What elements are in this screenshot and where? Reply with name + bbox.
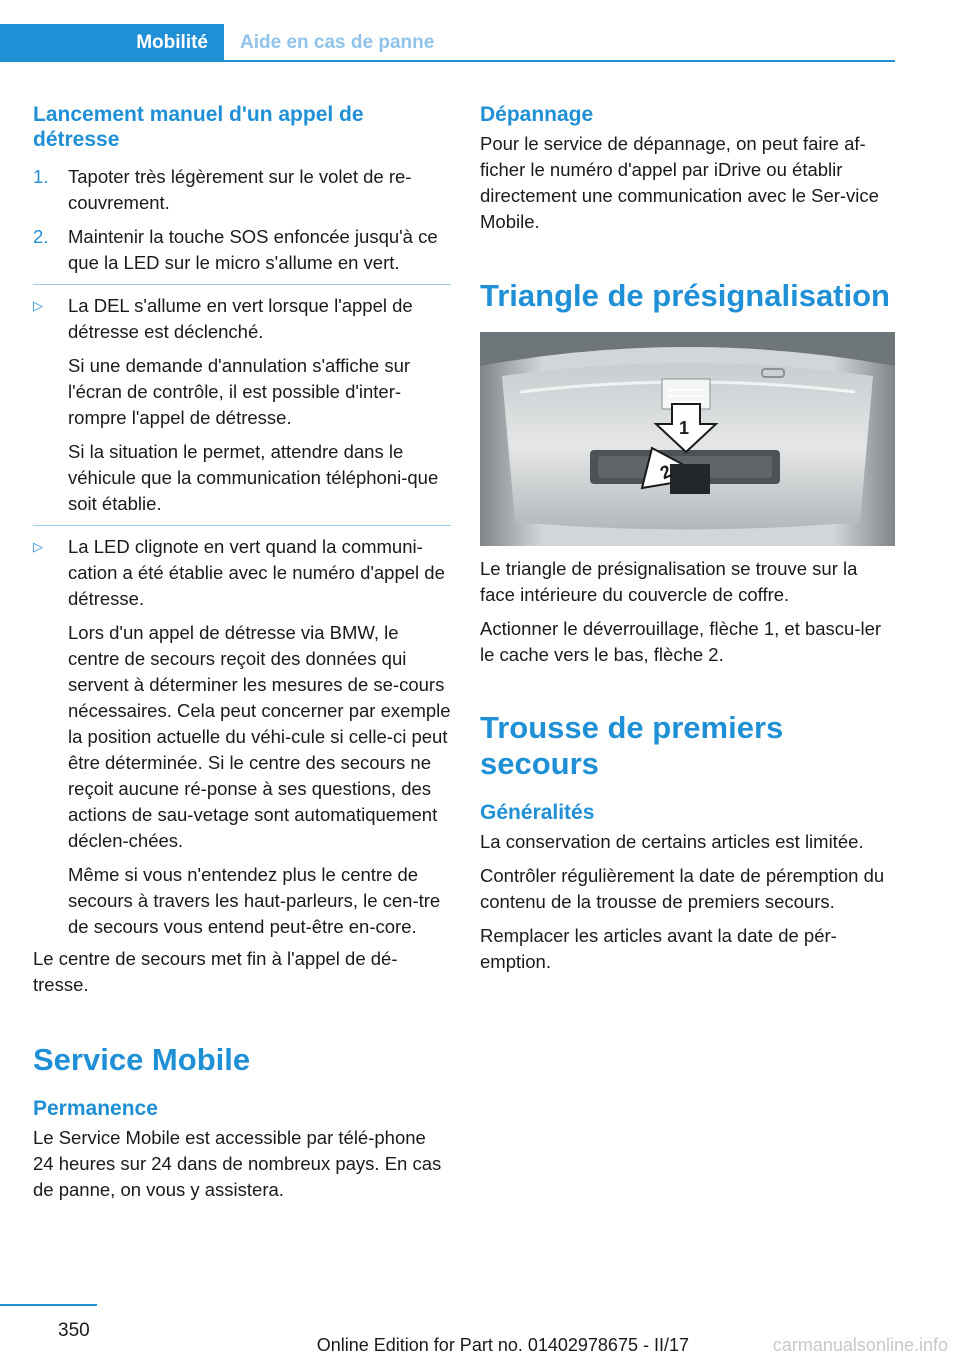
watermark: carmanualsonline.info <box>772 1335 948 1355</box>
left-column <box>33 102 451 1203</box>
header-tabbar <box>0 24 895 62</box>
first-aid-text-3: Remplacer les articles avant la date de pér-emption. <box>480 925 837 972</box>
header-divider <box>224 60 895 62</box>
triangle-heading: Triangle de présignalisation <box>480 278 890 313</box>
triangle-right-outline-icon: ▷ <box>33 298 43 313</box>
arrow-1-label: 1 <box>679 418 690 438</box>
trunk-lid-drawing <box>480 332 895 546</box>
result-paragraph: Même si vous n'entendez plus le centre de secours à travers les haut-parleurs, le cen-tre de secours vous entend peut-être en-core. <box>68 864 441 937</box>
tab-aide-en-cas-de-panne[interactable]: Aide en cas de panne <box>240 32 435 53</box>
steps-list <box>33 164 451 276</box>
result-divider <box>33 284 451 285</box>
result-line: La LED clignote en vert quand la communi-cation a été établie avec le numéro d'appel de détresse. <box>68 536 445 609</box>
step-number: 2. <box>33 226 49 247</box>
result-item <box>33 534 451 940</box>
result-line: La DEL s'allume en vert lorsque l'appel de détresse est déclenché. <box>68 295 413 342</box>
depannage-text: Pour le service de dépannage, on peut faire af-ficher le numéro d'appel par iDrive ou établir directement une communication avec le Ser-vice Mobile. <box>480 133 879 232</box>
manual-call-heading: Lancement manuel d'un appel de détresse <box>33 103 364 151</box>
permanence-heading: Permanence <box>33 1097 158 1120</box>
depannage-heading: Dépannage <box>480 103 594 126</box>
right-column <box>480 102 896 975</box>
arrow-2-label: 2 <box>657 460 675 484</box>
first-aid-text-1: La conservation de certains articles est limitée. <box>480 831 864 852</box>
first-aid-heading: Trousse de premiers secours <box>480 710 784 781</box>
service-mobile-heading: Service Mobile <box>33 1042 251 1077</box>
triangle-text-2: Actionner le déverrouillage, flèche 1, et bascu-ler le cache vers le bas, flèche 2. <box>480 618 882 665</box>
result-divider <box>33 525 451 526</box>
general-heading: Généralités <box>480 801 595 824</box>
triangle-right-outline-icon: ▷ <box>33 539 43 554</box>
step-item <box>33 164 451 216</box>
step-item <box>33 224 451 276</box>
closing-text: Le centre de secours met fin à l'appel de dé-tresse. <box>33 948 398 995</box>
edition-text: Online Edition for Part no. 01402978675 - II/17 <box>316 1335 689 1355</box>
result-paragraph: Lors d'un appel de détresse via BMW, le centre de secours reçoit des données qui servent à déterminer les mesures de se-cours nécessaires. Cela peut concerner par exemple la position actuelle du véhi-cule si celle-ci peut être déterminée. Si le centre des secours ne reçoit aucune ré-ponse à ses questions, des actions de sau-vetage sont automatiquement déclen-chées. <box>68 622 451 851</box>
page-number: 350 <box>58 1320 90 1341</box>
tab-mobilite[interactable]: Mobilité <box>0 24 224 62</box>
result-paragraph: Si la situation le permet, attendre dans le véhicule que la communication téléphoni-que soit établie. <box>68 441 439 514</box>
first-aid-text-2: Contrôler régulièrement la date de péremption du contenu de la trousse de premiers secours. <box>480 865 885 912</box>
trunk-lid-illustration <box>480 332 895 546</box>
triangle-text-1: Le triangle de présignalisation se trouve sur la face intérieure du couvercle de coffre. <box>480 558 858 605</box>
step-number: 1. <box>33 166 49 187</box>
result-item <box>33 293 451 517</box>
permanence-text: Le Service Mobile est accessible par télé-phone 24 heures sur 24 dans de nombreux pays. En cas de panne, on vous y assistera. <box>33 1127 442 1200</box>
result-paragraph: Si une demande d'annulation s'affiche sur l'écran de contrôle, il est possible d'inter-rompre l'appel de détresse. <box>68 355 411 428</box>
step-text: Maintenir la touche SOS enfoncée jusqu'à ce que la LED sur le micro s'allume en vert. <box>68 226 438 273</box>
footer-divider <box>0 1304 97 1306</box>
step-text: Tapoter très légèrement sur le volet de re-couvrement. <box>68 166 412 213</box>
